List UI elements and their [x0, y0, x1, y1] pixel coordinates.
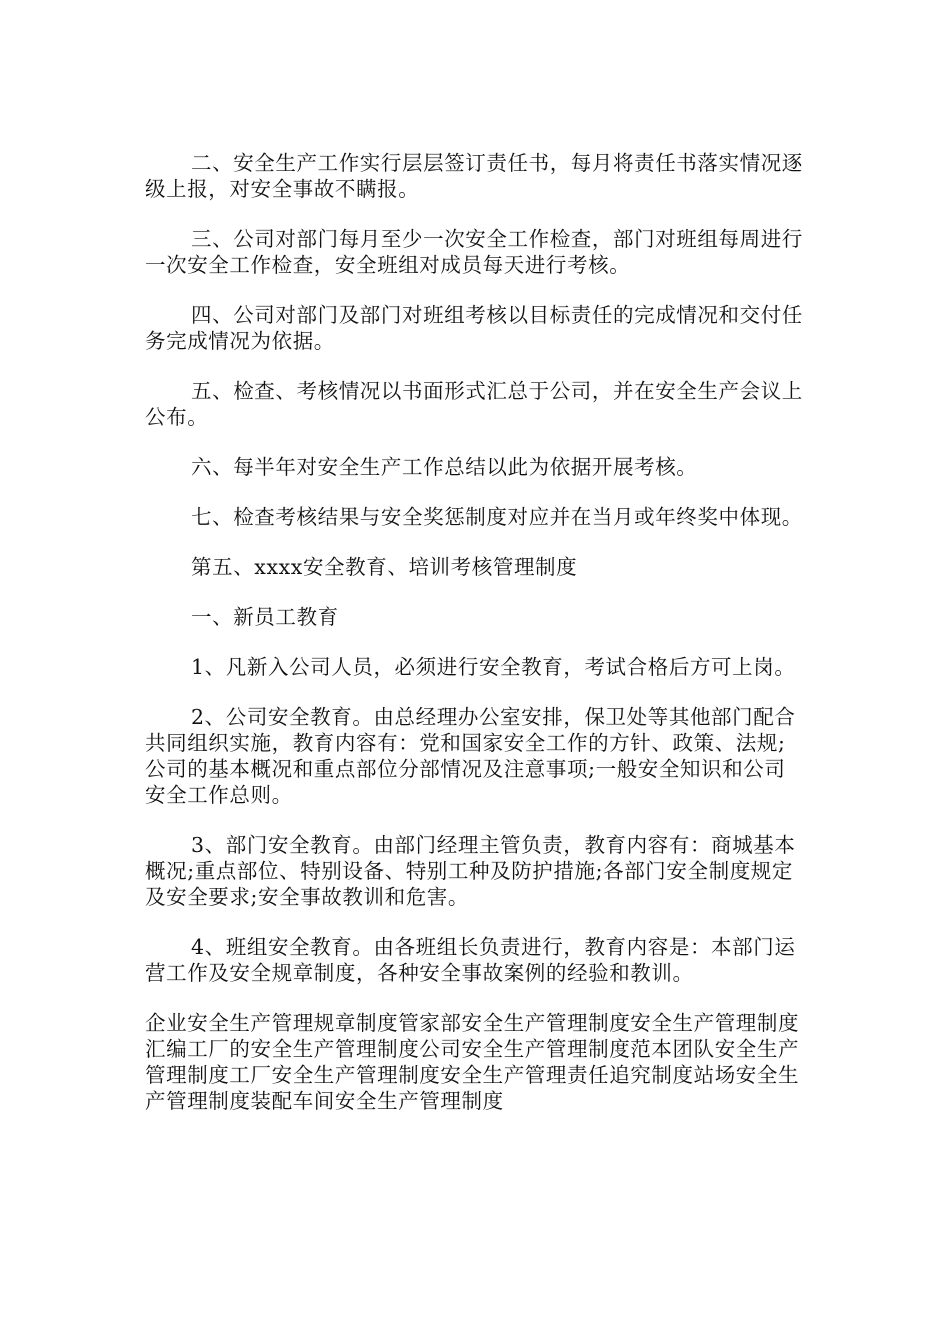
education-item-1: 1、凡新入公司人员，必须进行安全教育，考试合格后方可上岗。 [191, 655, 796, 679]
section-heading: 第五、xxxx安全教育、培训考核管理制度 [191, 555, 578, 579]
document-page [145, 150, 805, 1114]
subsection-heading: 一、新员工教育 [191, 605, 339, 629]
education-item-4: 4、班组安全教育。由各班组长负责进行，教育内容是：本部门运营工作及安全规章制度，各种安全事故案例的经验和教训。 [145, 935, 796, 985]
paragraph-item-4: 四、公司对部门及部门对班组考核以目标责任的完成情况和交付任务完成情况为依据。 [145, 303, 803, 353]
paragraph-item-5: 五、检查、考核情况以书面形式汇总于公司，并在安全生产会议上公布。 [145, 379, 803, 429]
related-titles: 企业安全生产管理规章制度管家部安全生产管理制度安全生产管理制度汇编工厂的安全生产管理制度公司安全生产管理制度范本团队安全生产管理制度工厂安全生产管理制度安全生产管理责任追究制度站场安全生产管理制度装配车间安全生产管理制度 [145, 1011, 800, 1113]
education-item-2: 2、公司安全教育。由总经理办公室安排，保卫处等其他部门配合共同组织实施，教育内容有：党和国家安全工作的方针、政策、法规;公司的基本概况和重点部位分部情况及注意事项;一般安全知识和公司安全工作总则。 [145, 705, 796, 807]
paragraph-item-6: 六、每半年对安全生产工作总结以此为依据开展考核。 [191, 455, 698, 479]
paragraph-item-7: 七、检查考核结果与安全奖惩制度对应并在当月或年终奖中体现。 [191, 505, 803, 529]
paragraph-item-2: 二、安全生产工作实行层层签订责任书，每月将责任书落实情况逐级上报，对安全事故不瞒报。 [145, 151, 803, 201]
education-item-3: 3、部门安全教育。由部门经理主管负责，教育内容有：商城基本概况;重点部位、特别设备、特别工种及防护措施;各部门安全制度规定及安全要求;安全事故教训和危害。 [145, 833, 796, 909]
paragraph-item-3: 三、公司对部门每月至少一次安全工作检查，部门对班组每周进行一次安全工作检查，安全班组对成员每天进行考核。 [145, 227, 803, 277]
